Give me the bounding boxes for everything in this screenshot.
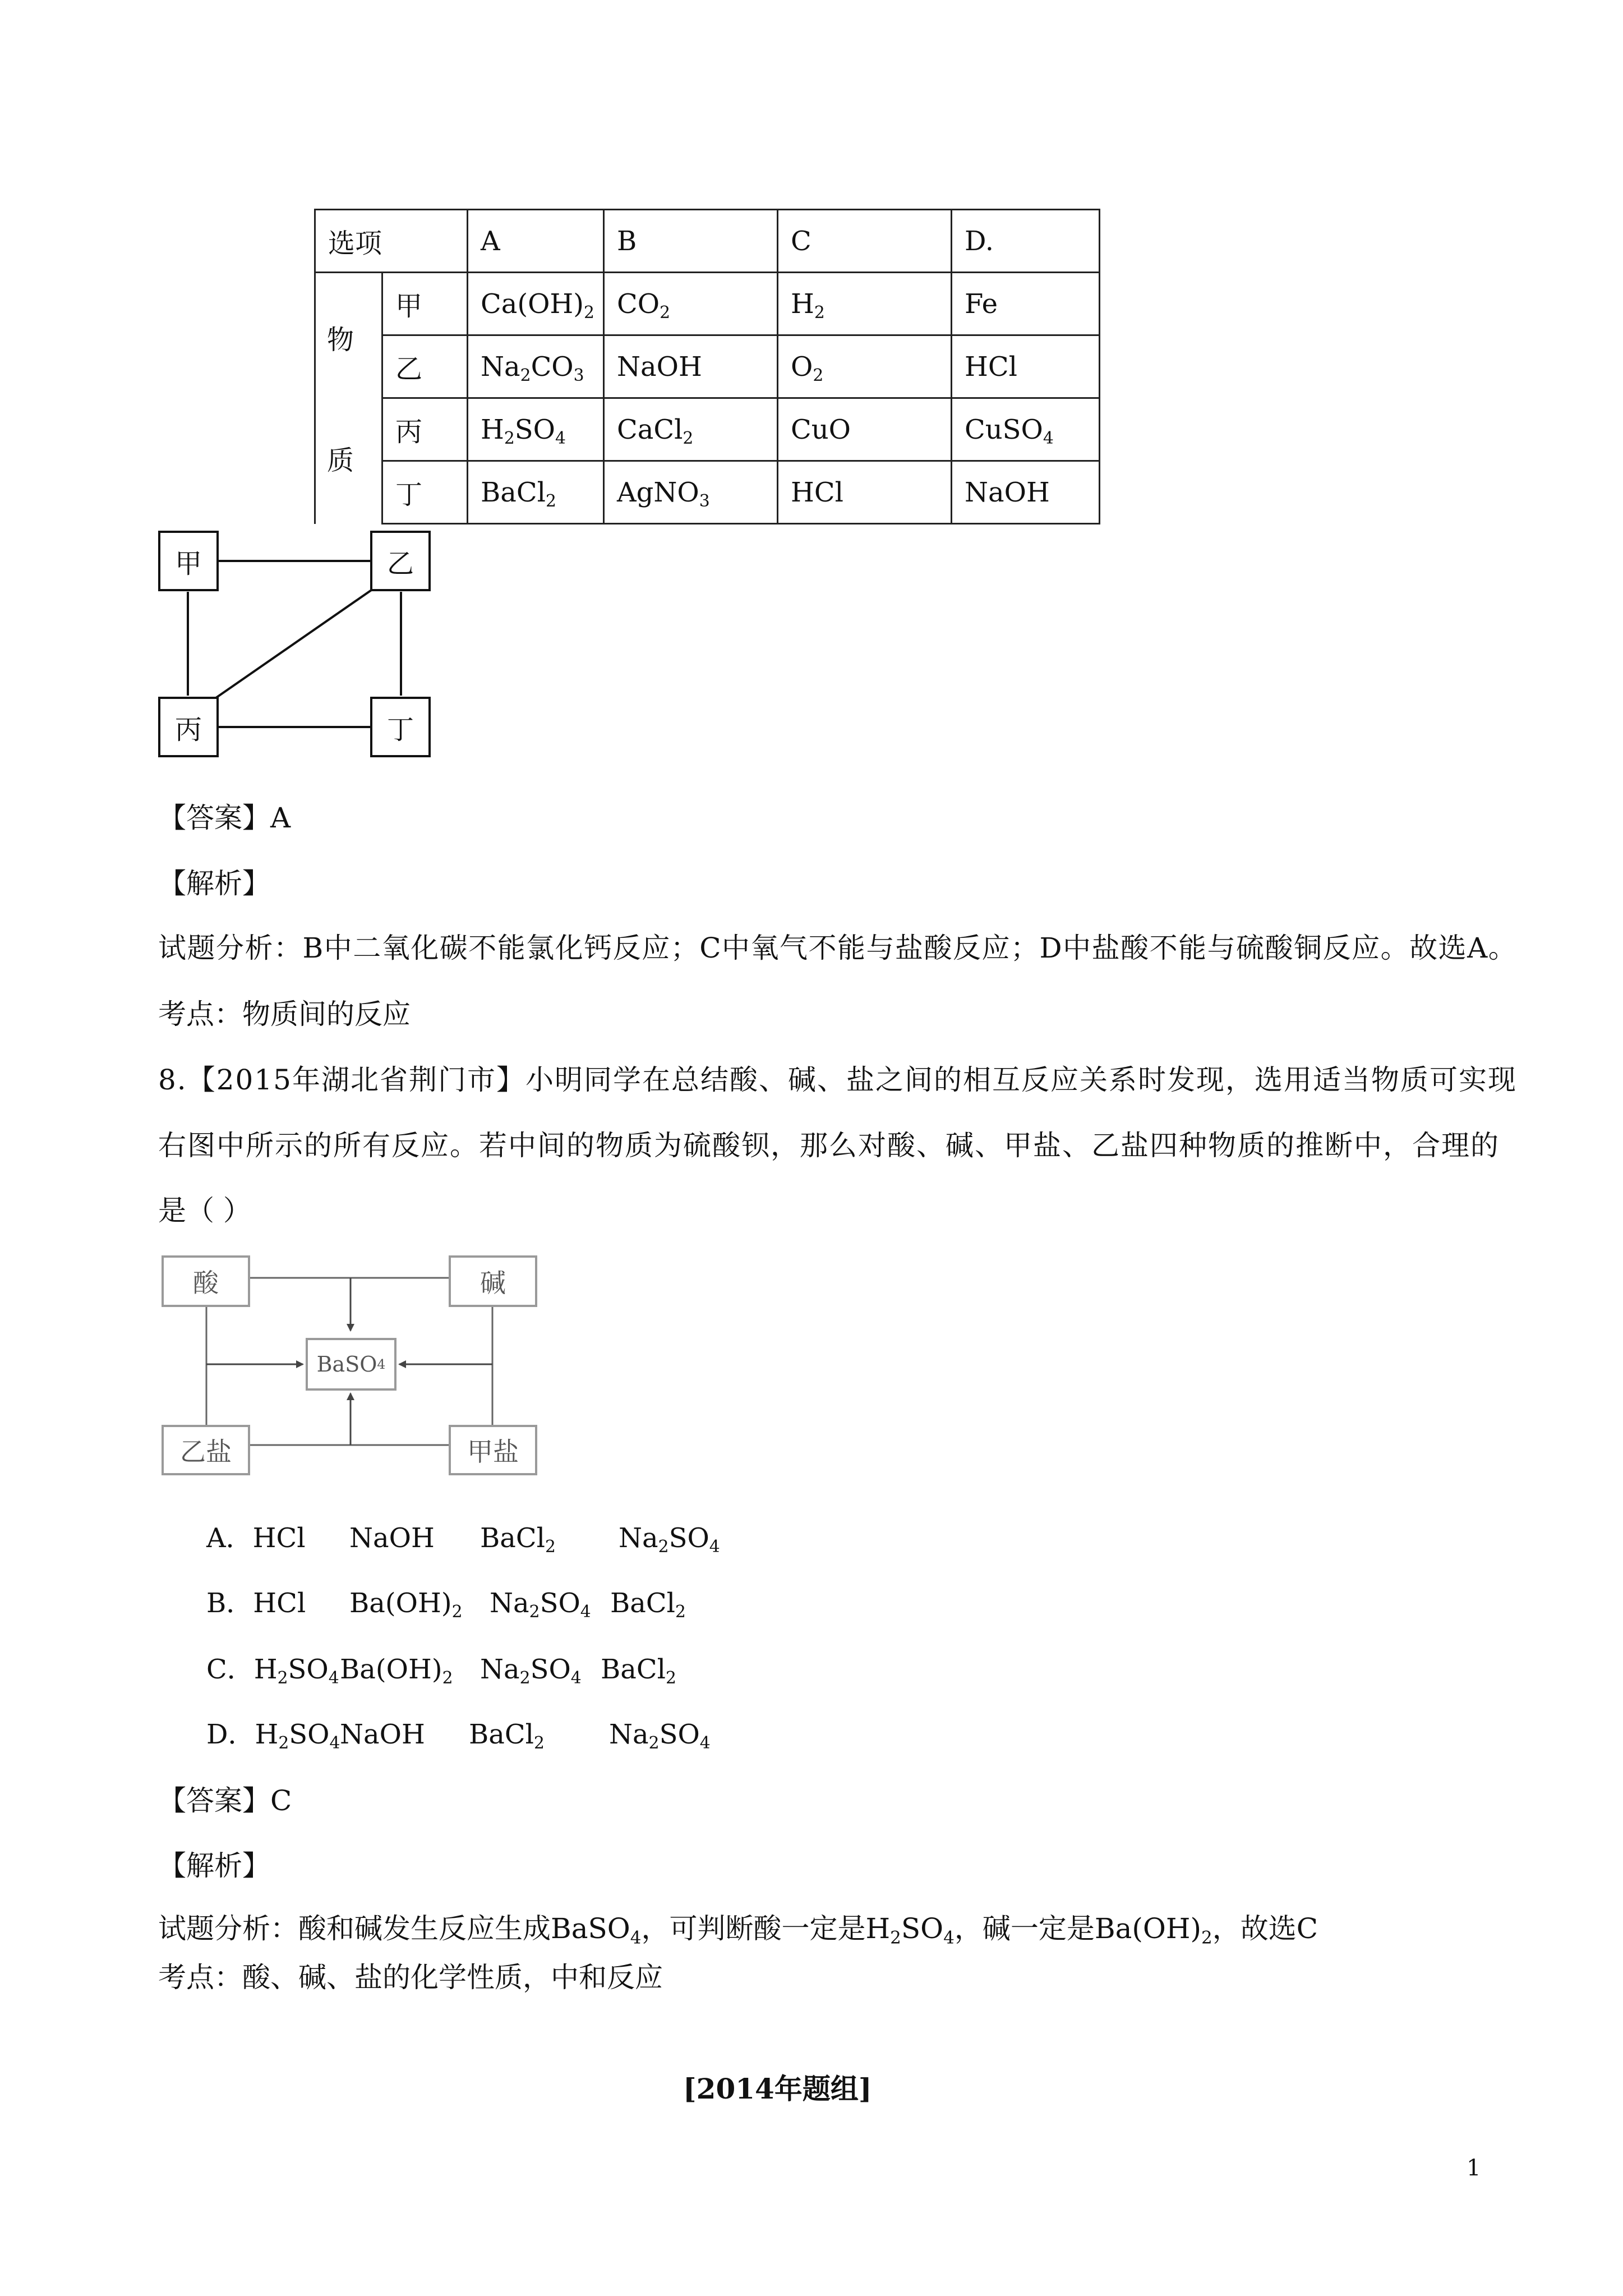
section-title: [2014年题组] bbox=[683, 2072, 872, 2105]
q8-stem-line1: 8.【2015年湖北省荆门市】小明同学在总结酸、碱、盐之间的相互反应关系时发现，选用适当物质可实现 bbox=[158, 1064, 1517, 1096]
row-label: 甲 bbox=[382, 273, 468, 335]
node-bing: 丙 bbox=[158, 697, 219, 757]
node-salt-b: 乙盐 bbox=[162, 1425, 250, 1475]
node-acid: 酸 bbox=[162, 1255, 250, 1307]
table-cell: AgNO$_3$ bbox=[604, 461, 778, 524]
q8-stem-line2: 右图中所示的所有反应。若中间的物质为硫酸钡，那么对酸、碱、甲盐、乙盐四种物质的推断中，合理的 bbox=[158, 1129, 1500, 1162]
row-label: 丙 bbox=[382, 398, 468, 461]
table-cell: CuSO$_4$ bbox=[952, 398, 1100, 461]
group-label-top: 物 bbox=[327, 324, 354, 356]
node-jia: 甲 bbox=[158, 531, 219, 591]
q8-point: 考点：酸、碱、盐的化学性质，中和反应 bbox=[158, 1961, 663, 1994]
table-cell: $O_2$ bbox=[778, 335, 952, 398]
header-cell: D. bbox=[952, 210, 1100, 273]
table-cell: BaCl$_2$ bbox=[468, 461, 604, 524]
q7-point: 考点：物质间的反应 bbox=[158, 998, 411, 1030]
node-yi: 乙 bbox=[370, 531, 431, 591]
table-cell: $H_2SO_4$ bbox=[468, 398, 604, 461]
table-cell: HCl bbox=[778, 461, 952, 524]
q7-analysis-label: 【解析】 bbox=[158, 867, 270, 900]
q7-analysis: 试题分析：B中二氧化碳不能氯化钙反应；C中氧气不能与盐酸反应；D中盐酸不能与硫酸铜反应。故选A。 bbox=[158, 932, 1518, 964]
table-cell: $Ca(OH)_2$ bbox=[468, 273, 604, 335]
row-label: 乙 bbox=[382, 335, 468, 398]
q8-analysis: 试题分析：酸和碱发生反应生成BaSO$_4$，可判断酸一定是$H_2SO_4$，碱一定是$Ba(OH)_2$，故选C bbox=[158, 1912, 1318, 1948]
header-cell: B bbox=[604, 210, 778, 273]
table-cell: $CO_2$ bbox=[604, 273, 778, 335]
table-cell: Fe bbox=[952, 273, 1100, 335]
header-cell: A bbox=[468, 210, 604, 273]
table-cell: NaOH bbox=[952, 461, 1100, 524]
table-cell: $H_2$ bbox=[778, 273, 952, 335]
table-cell: CuO bbox=[778, 398, 952, 461]
table-cell: HCl bbox=[952, 335, 1100, 398]
node-ding: 丁 bbox=[370, 697, 431, 757]
table-cell: $Na_2CO_3$ bbox=[468, 335, 604, 398]
table-cell: NaOH bbox=[604, 335, 778, 398]
page-number: 1 bbox=[1467, 2155, 1481, 2181]
node-base: 碱 bbox=[449, 1255, 537, 1307]
row-label: 丁 bbox=[382, 461, 468, 524]
q8-stem-line3: 是（ ） bbox=[158, 1194, 251, 1227]
node-salt-a: 甲盐 bbox=[449, 1425, 537, 1475]
table-cell: CaCl$_2$ bbox=[604, 398, 778, 461]
q8-answer: 【答案】C bbox=[158, 1784, 292, 1817]
group-label-bottom: 质 bbox=[327, 445, 354, 476]
q8-analysis-label: 【解析】 bbox=[158, 1849, 270, 1882]
header-cell: C bbox=[778, 210, 952, 273]
node-baso4: BaSO 4 bbox=[306, 1338, 396, 1391]
header-cell: 选项 bbox=[315, 210, 468, 273]
q7-answer: 【答案】A bbox=[158, 802, 291, 834]
